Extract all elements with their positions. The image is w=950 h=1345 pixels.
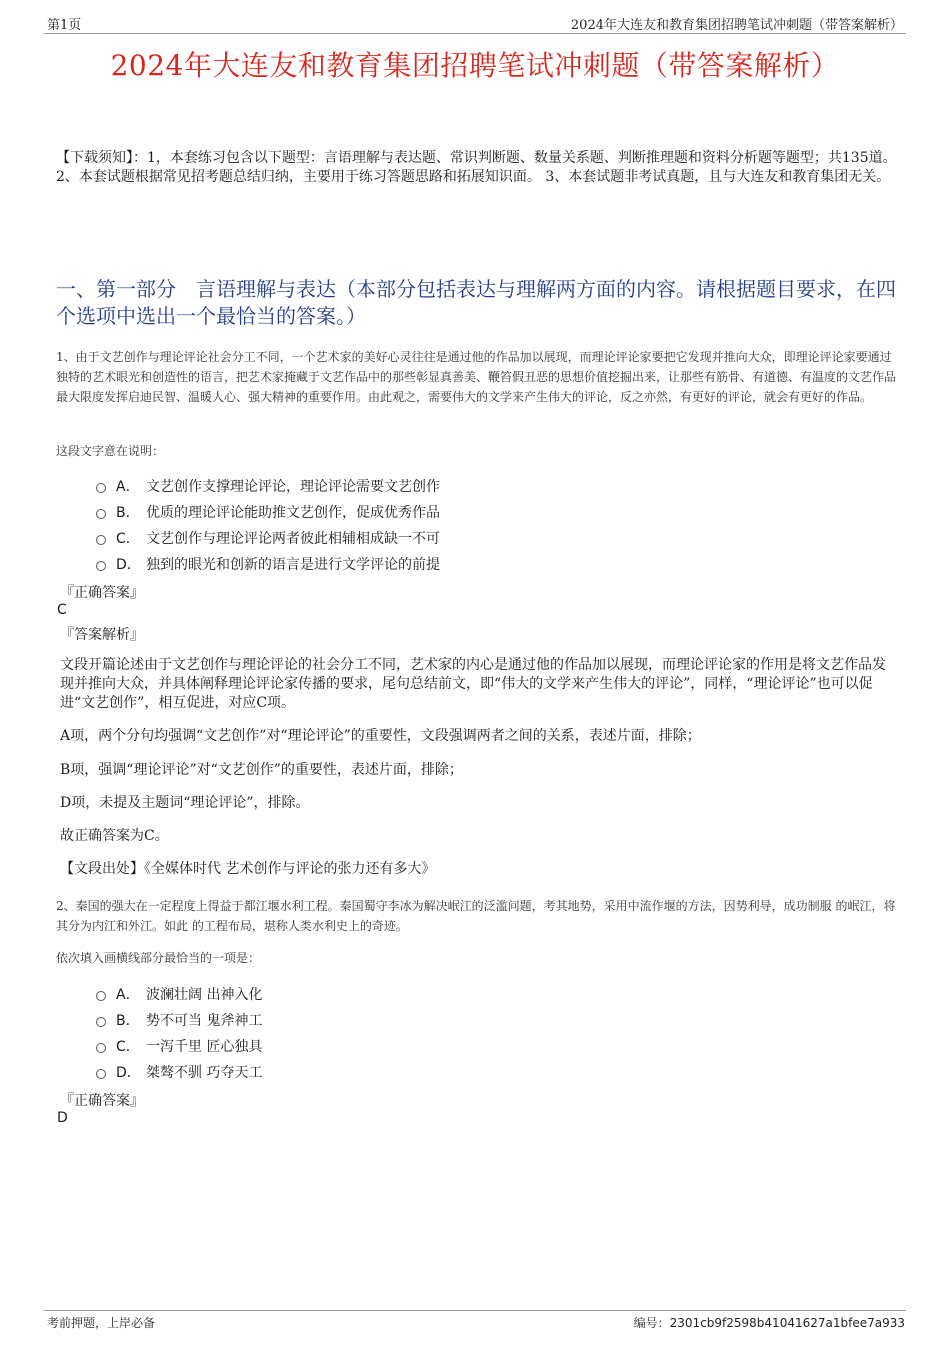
radio-icon[interactable] xyxy=(96,1069,106,1079)
radio-icon[interactable] xyxy=(96,1043,106,1053)
question-2-text: 2、秦国的强大在一定程度上得益于都江堰水利工程。秦国蜀守李冰为解决岷江的泛滥问题，考其地势，采用中流作堰的方法，因势利导，成功制服 的岷江，将其分为内江和外江。如此 的工程布局，堪称人类水利史上的奇迹。 xyxy=(56,899,896,933)
option-key: C． xyxy=(116,1039,140,1055)
question-1-analysis-label: 『答案解析』 xyxy=(60,627,144,643)
radio-icon[interactable] xyxy=(96,1017,106,1027)
question-1-option-d[interactable] xyxy=(96,554,440,574)
question-1-answer: C xyxy=(57,602,67,618)
page-title: 2024年大连友和教育集团招聘笔试冲刺题（带答案解析） xyxy=(110,49,840,82)
question-2-answer-label: 『正确答案』 xyxy=(60,1093,144,1109)
option-key: B． xyxy=(116,1013,140,1029)
footer-divider xyxy=(44,1310,906,1311)
question-2-answer: D xyxy=(57,1110,68,1126)
question-2-option-a[interactable] xyxy=(96,984,262,1004)
question-1-analysis-paragraph: A项，两个分句均强调“文艺创作”对“理论评论”的重要性，文段强调两者之间的关系，表述片面，排除； xyxy=(60,728,701,744)
option-key: D． xyxy=(116,557,141,573)
option-text: 势不可当 鬼斧神工 xyxy=(146,1013,263,1029)
question-1-analysis-paragraph: D项，未提及主题词“理论评论”，排除。 xyxy=(60,795,310,811)
question-1-prompt: 这段文字意在说明： xyxy=(56,444,165,458)
radio-icon[interactable] xyxy=(96,483,106,493)
option-key: C． xyxy=(116,531,140,547)
question-2-option-d[interactable] xyxy=(96,1062,262,1082)
header-doc-title: 2024年大连友和教育集团招聘笔试冲刺题（带答案解析） xyxy=(570,18,903,33)
section-heading: 一、第一部分 言语理解与表达（本部分包括表达与理解两方面的内容。请根据题目要求，在四个选项中选出一个最恰当的答案。） xyxy=(56,277,896,328)
question-1-analysis-paragraph: 故正确答案为C。 xyxy=(60,828,169,844)
question-1-option-a[interactable] xyxy=(96,476,440,496)
radio-icon[interactable] xyxy=(96,991,106,1001)
question-1-analysis-paragraph: 文段开篇论述由于文艺创作与理论评论的社会分工不同，艺术家的内心是通过他的作品加以展现，而理论评论家的作用是将文艺作品发现并推向大众，并具体阐释理论评论家传播的要求，尾句总结前文，即“伟大的文学来产生伟大的评论”，同样，“理论评论”也可以促进“文艺创作”，相互促进，对应C项。 xyxy=(60,657,886,711)
option-text: 文艺创作支撑理论评论，理论评论需要文艺创作 xyxy=(146,479,440,495)
option-text: 优质的理论评论能助推文艺创作，促成优秀作品 xyxy=(146,505,440,521)
option-text: 文艺创作与理论评论两者彼此相辅相成缺一不可 xyxy=(146,531,440,547)
radio-icon[interactable] xyxy=(96,561,106,571)
question-2-option-c[interactable] xyxy=(96,1036,262,1056)
question-1-option-c[interactable] xyxy=(96,528,440,548)
question-2-option-b[interactable] xyxy=(96,1010,262,1030)
question-2-prompt: 依次填入画横线部分最恰当的一项是： xyxy=(56,951,261,965)
question-1-answer-label: 『正确答案』 xyxy=(60,585,144,601)
option-key: B． xyxy=(116,505,140,521)
question-1-text: 1、由于文艺创作与理论评论社会分工不同，一个艺术家的美好心灵往往是通过他的作品加以展现，而理论评论家要把它发现并推向大众，即理论评论家要通过独特的艺术眼光和创造性的语言，把艺术家掩藏于文艺作品中的那些彰显真善美、鞭笞假丑恶的思想价值挖掘出来，让那些有筋骨、有道德、有温度的文艺作品最大限度发挥启迪民智、温暖人心、强大精神的重要作用。由此观之，需要伟大的文学来产生伟大的评论，反之亦然，有更好的评论，就会有更好的作品。 xyxy=(56,350,897,404)
option-text: 独到的眼光和创新的语言是进行文学评论的前提 xyxy=(146,557,440,573)
footer-code-value: 2301cb9f2598b41041627a1bfee7a933 xyxy=(669,1316,905,1330)
question-1-source: 【文段出处】《全媒体时代 艺术创作与评论的张力还有多大》 xyxy=(60,861,436,877)
option-key: A． xyxy=(116,987,140,1003)
radio-icon[interactable] xyxy=(96,535,106,545)
question-1-analysis-paragraph: B项，强调“理论评论”对“文艺创作”的重要性，表述片面，排除； xyxy=(60,762,463,778)
footer-code xyxy=(634,1314,905,1331)
option-text: 波澜壮阔 出神入化 xyxy=(146,987,263,1003)
option-key: D． xyxy=(116,1065,141,1081)
header-divider xyxy=(44,33,906,34)
footer-code-label: 编号： xyxy=(633,1316,670,1330)
download-notice: 【下载须知】：1，本套练习包含以下题型：言语理解与表达题、常识判断题、数量关系题、判断推理题和资料分析题等题型；共135道。 2、本套试题根据常见招考题总结归纳，主要用于练习答题思路和拓展知识面。 3、本套试题非考试真题，且与大连友和教育集团无关。 xyxy=(56,150,897,185)
radio-icon[interactable] xyxy=(96,509,106,519)
option-text: 一泻千里 匠心独具 xyxy=(146,1039,263,1055)
footer-slogan: 考前押题，上岸必备 xyxy=(47,1316,156,1330)
page-number: 第1页 xyxy=(47,18,82,33)
option-key: A． xyxy=(116,479,140,495)
question-1-option-b[interactable] xyxy=(96,502,440,522)
option-text: 桀骜不驯 巧夺天工 xyxy=(146,1065,263,1081)
